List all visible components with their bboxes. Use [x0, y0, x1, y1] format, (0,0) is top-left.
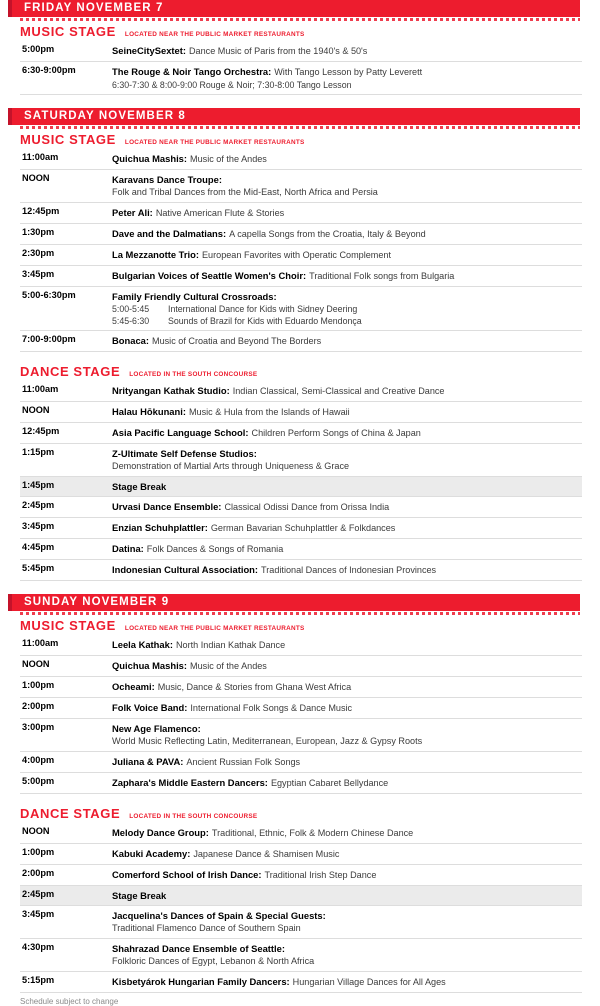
- schedule-row: [20, 224, 582, 245]
- stage-location: LOCATED NEAR THE PUBLIC MARKET RESTAURANTS: [124, 625, 305, 632]
- row-primary-line: [112, 775, 582, 790]
- row-body: [112, 404, 582, 419]
- row-time: 12:45pm: [22, 426, 60, 436]
- row-body: [112, 520, 582, 535]
- performer-name: Jacquelina's Dances of Spain & Special Guests:: [112, 910, 326, 921]
- schedule-row: [20, 677, 582, 698]
- row-time: 3:45pm: [22, 909, 55, 919]
- schedule-row: [20, 635, 582, 656]
- schedule-row: [20, 844, 582, 865]
- stage-name: DANCE STAGE: [20, 364, 121, 379]
- row-primary-line: [112, 151, 582, 166]
- schedule-row: [20, 331, 582, 352]
- schedule-row: [20, 972, 582, 993]
- performer-name: Datina:: [112, 543, 144, 554]
- row-body: [112, 754, 582, 769]
- row-primary-line: [112, 43, 582, 58]
- performer-name: Kabuki Academy:: [112, 848, 191, 859]
- row-body: [112, 825, 582, 840]
- schedule-row: [20, 203, 582, 224]
- row-time: 1:00pm: [22, 680, 55, 690]
- row-primary-line: [112, 974, 582, 989]
- row-primary-line: [112, 867, 582, 882]
- schedule-row: [20, 41, 582, 62]
- row-body: [112, 679, 582, 694]
- stage-location: LOCATED NEAR THE PUBLIC MARKET RESTAURANTS: [124, 139, 305, 146]
- row-body: [112, 562, 582, 577]
- row-primary-line: [112, 637, 582, 652]
- row-body: [112, 425, 582, 440]
- row-body: [112, 974, 582, 989]
- row-body: [112, 247, 582, 262]
- row-time: 2:00pm: [22, 868, 55, 878]
- row-time: 5:00-6:30pm: [22, 290, 76, 300]
- day-title: SUNDAY NOVEMBER 9: [24, 595, 170, 608]
- row-body: [112, 479, 582, 493]
- day-banner: [8, 0, 580, 17]
- performer-name: Quichua Mashis:: [112, 153, 188, 164]
- performer-name: Stage Break: [112, 481, 167, 492]
- stage-name: DANCE STAGE: [20, 806, 121, 821]
- stage-rows: [20, 823, 582, 993]
- schedule-row: [20, 752, 582, 773]
- subline-time: 5:45-6:30: [112, 316, 150, 326]
- performance-description: Folk and Tribal Dances from the Mid-East, North Africa and Persia: [112, 187, 378, 197]
- row-primary-line: [112, 825, 582, 840]
- row-time: 2:45pm: [22, 889, 55, 899]
- footer-note: Schedule subject to change: [20, 997, 119, 1006]
- schedule-row: [20, 939, 582, 972]
- row-primary-line: [112, 700, 582, 715]
- row-primary-line: [112, 908, 582, 922]
- row-body: [112, 867, 582, 882]
- row-primary-line: [112, 289, 582, 303]
- performer-name: La Mezzanotte Trio:: [112, 249, 199, 260]
- performer-name: Karavans Dance Troupe:: [112, 174, 222, 185]
- performance-description: Japanese Dance & Shamisen Music: [193, 849, 340, 859]
- row-subline: [112, 303, 582, 315]
- schedule-row: [20, 823, 582, 844]
- row-body: [112, 700, 582, 715]
- performer-name: Comerford School of Irish Dance:: [112, 869, 262, 880]
- stage-spacer: [0, 352, 600, 361]
- row-time: 5:00pm: [22, 776, 55, 786]
- day-spacer: [0, 95, 600, 108]
- stage-heading: [0, 21, 600, 41]
- schedule-row: [20, 497, 582, 518]
- row-time: 11:00am: [22, 384, 59, 394]
- performer-name: SeineCitySextet:: [112, 45, 186, 56]
- row-body: [112, 446, 582, 473]
- schedule-row: [20, 245, 582, 266]
- stage-location: LOCATED NEAR THE PUBLIC MARKET RESTAURANTS: [124, 31, 305, 38]
- performer-name: Z-Ultimate Self Defense Studios:: [112, 448, 257, 459]
- performer-name: Bulgarian Voices of Seattle Women's Choir:: [112, 270, 307, 281]
- row-primary-line: [112, 404, 582, 419]
- row-primary-line: [112, 64, 582, 79]
- schedule-row: [20, 402, 582, 423]
- performance-description: Dance Music of Paris from the 1940's & 50's: [188, 46, 368, 56]
- schedule-row: [20, 539, 582, 560]
- performance-description: European Favorites with Operatic Complement: [201, 250, 392, 260]
- performer-name: Leela Kathak:: [112, 639, 173, 650]
- row-body: [112, 43, 582, 58]
- performer-name: Melody Dance Group:: [112, 827, 209, 838]
- row-body: [112, 289, 582, 327]
- performance-description: A capella Songs from the Croatia, Italy & Beyond: [229, 229, 426, 239]
- performer-name: Halau Hōkunani:: [112, 406, 186, 417]
- row-time: NOON: [22, 826, 50, 836]
- row-time: 11:00am: [22, 152, 59, 162]
- stage-heading: [0, 803, 600, 823]
- row-time: 4:30pm: [22, 942, 55, 952]
- schedule-row: [20, 170, 582, 203]
- subline-text: International Dance for Kids with Sidney Deering: [168, 304, 358, 314]
- row-body: [112, 333, 582, 348]
- performer-name: Quichua Mashis:: [112, 660, 188, 671]
- schedule-row: [20, 423, 582, 444]
- performance-description: Indian Classical, Semi-Classical and Creative Dance: [232, 386, 445, 396]
- stage-rows: [20, 149, 582, 352]
- schedule-row: [20, 62, 582, 95]
- performance-description: Music of the Andes: [190, 661, 267, 671]
- row-body: [112, 268, 582, 283]
- row-body: [112, 637, 582, 652]
- row-primary-line: [112, 721, 582, 735]
- row-primary-line: [112, 247, 582, 262]
- performance-description: World Music Reflecting Latin, Mediterranean, European, Jazz & Gypsy Roots: [112, 736, 423, 746]
- performer-name: Enzian Schuhplattler:: [112, 522, 208, 533]
- row-time: 5:00pm: [22, 44, 55, 54]
- row-body: [112, 888, 582, 902]
- performer-name: Urvasi Dance Ensemble:: [112, 501, 222, 512]
- performance-description: Ancient Russian Folk Songs: [186, 757, 301, 767]
- schedule-row: [20, 865, 582, 886]
- row-body: [112, 658, 582, 673]
- performer-name: Nrityangan Kathak Studio:: [112, 385, 230, 396]
- row-body: [112, 775, 582, 790]
- row-time: 3:45pm: [22, 521, 55, 531]
- performer-name: The Rouge & Noir Tango Orchestra:: [112, 66, 272, 77]
- performance-description: Traditional Dances of Indonesian Provinces: [261, 565, 437, 575]
- row-primary-line: [112, 333, 582, 348]
- row-time: 12:45pm: [22, 206, 60, 216]
- row-primary-line: [112, 205, 582, 220]
- row-time: 5:45pm: [22, 563, 55, 573]
- performance-description: With Tango Lesson by Patty Leverett: [274, 67, 423, 77]
- schedule-row: [20, 773, 582, 794]
- subline-time: 5:00-5:45: [112, 304, 150, 314]
- schedule-row: [20, 656, 582, 677]
- performer-name: Juliana & PAVA:: [112, 756, 184, 767]
- row-primary-line: [112, 425, 582, 440]
- schedule-row: [20, 381, 582, 402]
- row-primary-line: [112, 658, 582, 673]
- day-banner: [8, 594, 580, 611]
- schedule-row: [20, 719, 582, 752]
- row-primary-line: [112, 226, 582, 241]
- performance-description: Music, Dance & Stories from Ghana West Africa: [157, 682, 352, 692]
- performance-description: Folkloric Dances of Egypt, Lebanon & North Africa: [112, 956, 315, 966]
- schedule-row: [20, 886, 582, 906]
- schedule-row: [20, 287, 582, 331]
- performance-description: German Bavarian Schuhplattler & Folkdances: [210, 523, 396, 533]
- row-primary-line: [112, 846, 582, 861]
- stage-rows: [20, 381, 582, 581]
- schedule-row: [20, 698, 582, 719]
- performance-description: Native American Flute & Stories: [155, 208, 285, 218]
- stage-name: MUSIC STAGE: [20, 132, 116, 147]
- row-time: 5:15pm: [22, 975, 55, 985]
- row-body: [112, 908, 582, 935]
- schedule-row: [20, 266, 582, 287]
- row-time: 4:00pm: [22, 755, 55, 765]
- row-primary-line: [112, 383, 582, 398]
- row-primary-line: [112, 268, 582, 283]
- row-body: [112, 541, 582, 556]
- subline-text: Sounds of Brazil for Kids with Eduardo Mendonça: [168, 316, 362, 326]
- row-time: 1:15pm: [22, 447, 55, 457]
- row-primary-line: [112, 541, 582, 556]
- stage-rows: [20, 635, 582, 794]
- stage-heading: [0, 361, 600, 381]
- row-time: 6:30-9:00pm: [22, 65, 76, 75]
- row-body: [112, 151, 582, 166]
- row-primary-line: [112, 479, 582, 493]
- performer-name: Family Friendly Cultural Crossroads:: [112, 291, 277, 302]
- performance-description: Folk Dances & Songs of Romania: [146, 544, 284, 554]
- row-primary-line: [112, 754, 582, 769]
- stage-name: MUSIC STAGE: [20, 618, 116, 633]
- performance-description: Hungarian Village Dances for All Ages: [292, 977, 446, 987]
- row-time: 2:45pm: [22, 500, 55, 510]
- row-body: [112, 846, 582, 861]
- row-time: NOON: [22, 405, 50, 415]
- row-body: [112, 64, 582, 91]
- row-time: 4:45pm: [22, 542, 55, 552]
- performer-name: New Age Flamenco:: [112, 723, 201, 734]
- performer-name: Kisbetyárok Hungarian Family Dancers:: [112, 976, 290, 987]
- schedule-row: [20, 149, 582, 170]
- row-time: 3:00pm: [22, 722, 55, 732]
- performer-name: Dave and the Dalmatians:: [112, 228, 227, 239]
- performance-description: Classical Odissi Dance from Orissa India: [224, 502, 390, 512]
- row-primary-line: [112, 172, 582, 186]
- performance-description: International Folk Songs & Dance Music: [190, 703, 353, 713]
- performer-name: Folk Voice Band:: [112, 702, 188, 713]
- row-primary-line: [112, 562, 582, 577]
- row-time: 1:30pm: [22, 227, 55, 237]
- row-time: NOON: [22, 659, 50, 669]
- row-primary-line: [112, 941, 582, 955]
- day-title: FRIDAY NOVEMBER 7: [24, 1, 164, 14]
- performance-description: Traditional, Ethnic, Folk & Modern Chinese Dance: [211, 828, 414, 838]
- row-body: [112, 721, 582, 748]
- performance-description: Children Perform Songs of China & Japan: [251, 428, 421, 438]
- performance-description: Traditional Flamenco Dance of Southern Spain: [112, 923, 301, 933]
- row-primary-line: [112, 446, 582, 460]
- row-body: [112, 383, 582, 398]
- performer-name: Ocheami:: [112, 681, 155, 692]
- stage-spacer: [0, 794, 600, 803]
- performer-name: Zaphara's Middle Eastern Dancers:: [112, 777, 268, 788]
- row-time: 11:00am: [22, 638, 59, 648]
- stage-location: LOCATED IN THE SOUTH CONCOURSE: [129, 813, 258, 820]
- performance-description: Demonstration of Martial Arts through Uniqueness & Grace: [112, 461, 350, 471]
- row-body: [112, 172, 582, 199]
- schedule-row: [20, 444, 582, 477]
- performer-name: Peter Ali:: [112, 207, 153, 218]
- row-time: 3:45pm: [22, 269, 55, 279]
- performance-description: Music of the Andes: [190, 154, 267, 164]
- schedule-row: [20, 560, 582, 581]
- row-time: 1:45pm: [22, 480, 55, 490]
- row-subline: [112, 79, 582, 91]
- row-subline: [112, 315, 582, 327]
- row-primary-line: [112, 520, 582, 535]
- performance-description: Traditional Irish Step Dance: [264, 870, 377, 880]
- performance-description: Egyptian Cabaret Bellydance: [270, 778, 389, 788]
- performance-description: Music of Croatia and Beyond The Borders: [152, 336, 322, 346]
- row-primary-line: [112, 679, 582, 694]
- performance-description: Traditional Folk songs from Bulgaria: [309, 271, 455, 281]
- performance-description: North Indian Kathak Dance: [175, 640, 286, 650]
- performer-name: Indonesian Cultural Association:: [112, 564, 259, 575]
- schedule-row: [20, 477, 582, 497]
- row-time: 1:00pm: [22, 847, 55, 857]
- performance-description: Music & Hula from the Islands of Hawaii: [188, 407, 350, 417]
- row-primary-line: [112, 888, 582, 902]
- row-body: [112, 226, 582, 241]
- schedule-row: [20, 518, 582, 539]
- subline-text: 6:30-7:30 & 8:00-9:00 Rouge & Noir; 7:30-8:00 Tango Lesson: [112, 80, 352, 90]
- row-time: 2:00pm: [22, 701, 55, 711]
- row-time: 2:30pm: [22, 248, 55, 258]
- schedule-row: [20, 906, 582, 939]
- performer-name: Asia Pacific Language School:: [112, 427, 249, 438]
- performer-name: Stage Break: [112, 890, 167, 901]
- row-primary-line: [112, 499, 582, 514]
- stage-name: MUSIC STAGE: [20, 24, 116, 39]
- row-body: [112, 205, 582, 220]
- performer-name: Bonaca:: [112, 335, 149, 346]
- row-body: [112, 499, 582, 514]
- stage-location: LOCATED IN THE SOUTH CONCOURSE: [129, 371, 258, 378]
- stage-heading: [0, 129, 600, 149]
- row-body: [112, 941, 582, 968]
- row-time: 7:00-9:00pm: [22, 334, 76, 344]
- day-spacer: [0, 581, 600, 594]
- day-title: SATURDAY NOVEMBER 8: [24, 109, 186, 122]
- stage-heading: [0, 615, 600, 635]
- row-time: NOON: [22, 173, 50, 183]
- stage-rows: [20, 41, 582, 95]
- performer-name: Shahrazad Dance Ensemble of Seattle:: [112, 943, 285, 954]
- day-banner: [8, 108, 580, 125]
